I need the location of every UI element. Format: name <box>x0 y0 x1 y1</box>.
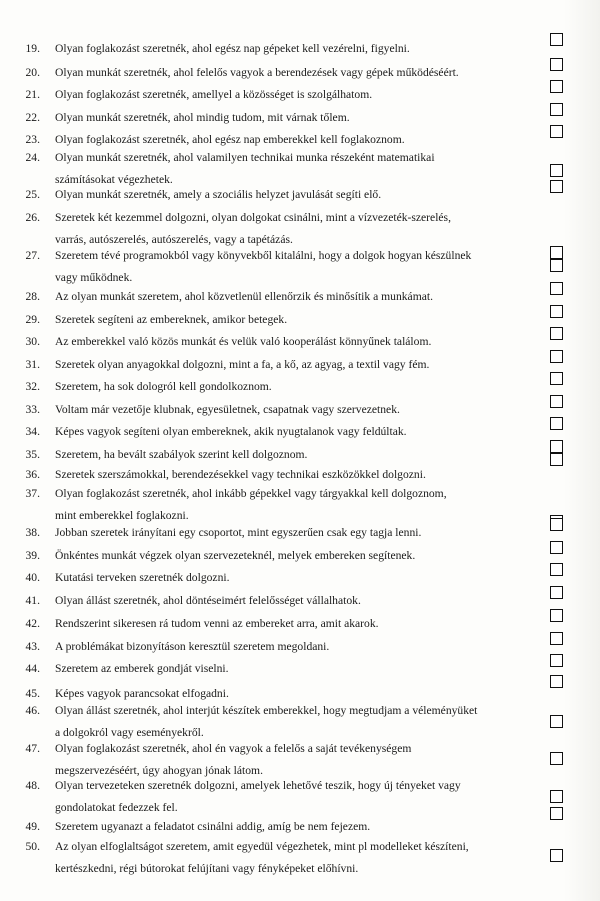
question-number: 46. <box>25 704 40 717</box>
question-text-continued: varrás, autószerelés, autószerelés, vagy a tapétázás. <box>55 233 293 246</box>
question-number: 21. <box>25 88 40 101</box>
question-number: 34. <box>25 425 40 438</box>
question-text: Olyan munkát szeretnék, ahol valamilyen technikai munka részeként matematikai <box>55 151 435 164</box>
question-text-continued: számításokat végezhetek. <box>55 173 173 186</box>
question-number: 32. <box>25 380 40 393</box>
answer-checkbox[interactable] <box>550 440 563 453</box>
question-number: 27. <box>25 249 40 262</box>
question-number: 22. <box>25 111 40 124</box>
question-number: 23. <box>25 133 40 146</box>
question-number: 44. <box>25 662 40 675</box>
question-number: 19. <box>25 42 40 55</box>
scan-shading <box>564 0 600 901</box>
question-text: Az olyan elfoglaltságot szeretem, amit egyedül végezhetek, mint pl modelleket készíteni, <box>55 840 469 853</box>
question-text: Olyan foglakozást szeretnék, ahol én vagyok a felelős a saját tevékenységem <box>55 742 412 755</box>
answer-checkbox[interactable] <box>550 372 563 385</box>
answer-checkbox[interactable] <box>550 305 563 318</box>
question-text: Olyan foglakozást szeretnék, ahol inkább gépekkel vagy tárgyakkal kell dolgoznom, <box>55 487 447 500</box>
question-text-continued: vagy működnek. <box>55 271 133 284</box>
question-number: 37. <box>25 487 40 500</box>
question-text: Rendszerint sikeresen rá tudom venni az embereket arra, amit akarok. <box>55 617 379 630</box>
question-number: 50. <box>25 840 40 853</box>
answer-checkbox[interactable] <box>550 395 563 408</box>
answer-checkbox[interactable] <box>550 632 563 645</box>
question-text: Olyan foglakozást szeretnék, ahol egész nap emberekkel kell foglakoznom. <box>55 133 405 146</box>
question-number: 30. <box>25 335 40 348</box>
question-text: Olyan munkát szeretnék, ahol mindig tudom, mit várnak tőlem. <box>55 111 350 124</box>
answer-checkbox[interactable] <box>550 259 563 272</box>
question-number: 47. <box>25 742 40 755</box>
question-text: Olyan foglakozást szeretnék, ahol egész nap gépeket kell vezérelni, figyelni. <box>55 42 410 55</box>
question-text: Az olyan munkát szeretem, ahol közvetlenül ellenőrzik és minősítik a munkámat. <box>55 290 433 303</box>
answer-checkbox[interactable] <box>550 33 563 46</box>
question-text: Az emberekkel való közös munkát és velük való kooperálást könnyűnek találom. <box>55 335 432 348</box>
question-text: Szeretek olyan anyagokkal dolgozni, mint a fa, a kő, az agyag, a textil vagy fém. <box>55 358 430 371</box>
question-text: Szeretem, ha bevált szabályok szerint kell dolgoznom. <box>55 448 308 461</box>
answer-checkbox[interactable] <box>550 609 563 622</box>
question-text: Olyan munkát szeretnék, ahol felelős vagyok a berendezések vagy gépek működéséért. <box>55 66 459 79</box>
question-number: 41. <box>25 594 40 607</box>
answer-checkbox[interactable] <box>550 58 563 71</box>
question-text: Olyan foglakozást szeretnék, amellyel a közösséget is szolgálhatom. <box>55 88 373 101</box>
question-number: 43. <box>25 640 40 653</box>
question-text: Szeretek szerszámokkal, berendezésekkel vagy technikai eszközökkel dolgozni. <box>55 468 426 481</box>
answer-checkbox[interactable] <box>550 563 563 576</box>
question-number: 36. <box>25 468 40 481</box>
answer-checkbox[interactable] <box>550 807 563 820</box>
question-text: Szeretem az emberek gondját viselni. <box>55 662 229 675</box>
question-number: 29. <box>25 313 40 326</box>
question-number: 20. <box>25 66 40 79</box>
question-number: 33. <box>25 403 40 416</box>
answer-checkbox[interactable] <box>550 417 563 430</box>
question-text: Szeretem ugyanazt a feladatot csinálni addig, amíg be nem fejezem. <box>55 820 371 833</box>
question-text: Képes vagyok parancsokat elfogadni. <box>55 687 229 700</box>
question-text-continued: a dolgokról vagy eseményekről. <box>55 726 204 739</box>
answer-checkbox[interactable] <box>550 675 563 688</box>
question-number: 31. <box>25 358 40 371</box>
answer-checkbox[interactable] <box>550 586 563 599</box>
question-number: 42. <box>25 617 40 630</box>
question-number: 24. <box>25 151 40 164</box>
question-text: Szeretem tévé programokból vagy könyvekből kitalálni, hogy a dolgok hogyan készülnek <box>55 249 472 262</box>
answer-checkbox[interactable] <box>550 103 563 116</box>
answer-checkbox[interactable] <box>550 849 563 862</box>
answer-checkbox[interactable] <box>550 282 563 295</box>
question-text-continued: kertészkedni, régi bútorokat felújítani vagy fényképeket előhívni. <box>55 862 359 875</box>
question-text-continued: gondolatokat fedezzek fel. <box>55 801 178 814</box>
question-text: Szeretek két kezemmel dolgozni, olyan dolgokat csinálni, mint a vízvezeték-szerelés, <box>55 211 451 224</box>
answer-checkbox[interactable] <box>550 125 563 138</box>
answer-checkbox[interactable] <box>550 715 563 728</box>
question-number: 40. <box>25 571 40 584</box>
question-number: 38. <box>25 526 40 539</box>
question-text-continued: mint emberekkel foglakozni. <box>55 509 189 522</box>
question-text: Képes vagyok segíteni olyan embereknek, akik nyugtalanok vagy feldúltak. <box>55 425 407 438</box>
question-number: 39. <box>25 549 40 562</box>
question-text: Kutatási terveken szeretnék dolgozni. <box>55 571 230 584</box>
question-text: Olyan állást szeretnék, ahol interjút készítek emberekkel, hogy megtudjam a véleményüket <box>55 704 478 717</box>
question-number: 28. <box>25 290 40 303</box>
answer-checkbox[interactable] <box>550 246 563 259</box>
answer-checkbox[interactable] <box>550 654 563 667</box>
question-text: Olyan munkát szeretnék, amely a szociális helyzet javulását segíti elő. <box>55 188 382 201</box>
question-number: 35. <box>25 448 40 461</box>
answer-checkbox[interactable] <box>550 164 563 177</box>
question-number: 26. <box>25 211 40 224</box>
question-text: Olyan állást szeretnék, ahol döntéseimért felelősséget vállalhatok. <box>55 594 361 607</box>
question-text: Önkéntes munkát végzek olyan szervezeteknél, melyek embereken segítenek. <box>55 549 416 562</box>
question-text: Szeretem, ha sok dologról kell gondolkoznom. <box>55 380 272 393</box>
answer-checkbox[interactable] <box>550 541 563 554</box>
question-text: Jobban szeretek irányítani egy csoportot, mint egyszerűen csak egy tagja lenni. <box>55 526 422 539</box>
question-text-continued: megszervezéséért, úgy ahogyan jónak látom. <box>55 764 263 777</box>
question-text: Szeretek segíteni az embereknek, amikor betegek. <box>55 313 288 326</box>
answer-checkbox[interactable] <box>550 518 563 531</box>
question-text: A problémákat bizonyításon keresztül szeretem megoldani. <box>55 640 330 653</box>
question-number: 45. <box>25 687 40 700</box>
answer-checkbox[interactable] <box>550 80 563 93</box>
answer-checkbox[interactable] <box>550 453 563 466</box>
question-number: 48. <box>25 779 40 792</box>
question-number: 25. <box>25 188 40 201</box>
answer-checkbox[interactable] <box>550 790 563 803</box>
question-text: Voltam már vezetője klubnak, egyesületnek, csapatnak vagy szervezetnek. <box>55 403 400 416</box>
answer-checkbox[interactable] <box>550 327 563 340</box>
answer-checkbox[interactable] <box>550 180 563 193</box>
question-number: 49. <box>25 820 40 833</box>
answer-checkbox[interactable] <box>550 752 563 765</box>
answer-checkbox[interactable] <box>550 350 563 363</box>
question-text: Olyan tervezeteken szeretnék dolgozni, amelyek lehetővé teszik, hogy új tényeket vagy <box>55 779 461 792</box>
